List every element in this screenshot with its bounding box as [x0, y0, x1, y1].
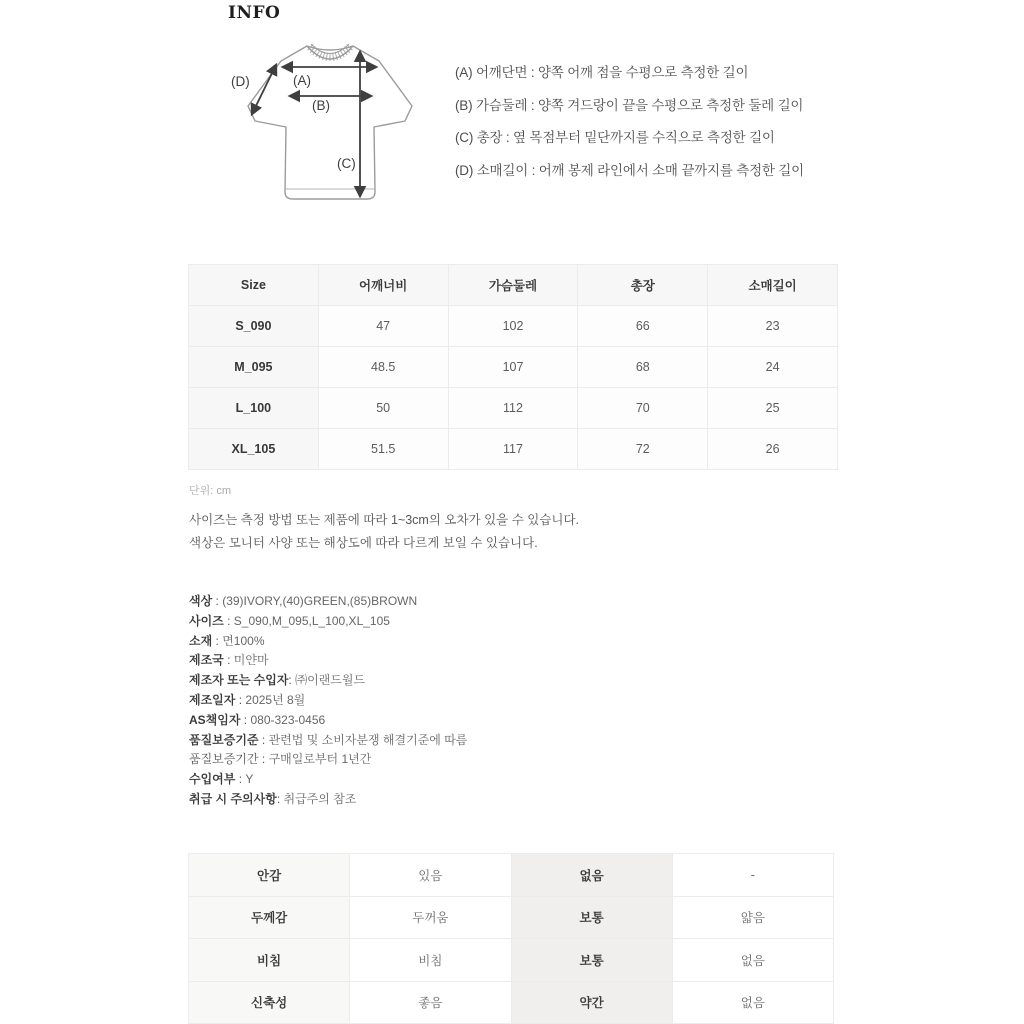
label-c: (C) [337, 156, 356, 171]
size-value-cell: 50 [318, 388, 448, 429]
detail-separator: : [235, 692, 246, 707]
detail-separator: : [212, 633, 223, 648]
size-table-row [189, 347, 838, 388]
size-table-row [189, 388, 838, 429]
detail-label: 품질보증기준 [189, 732, 259, 747]
measurement-desc-line: (B) 가슴둘레 : 양쪽 겨드랑이 끝을 수평으로 측정한 둘레 길이 [455, 97, 804, 113]
size-table-header-cell: 총장 [578, 265, 708, 306]
attribute-option-cell: - [672, 854, 833, 897]
size-value-cell: 112 [448, 388, 578, 429]
tshirt-measurement-diagram [225, 30, 425, 230]
detail-row [189, 691, 467, 711]
measurement-desc-line: (C) 총장 : 옆 목점부터 밑단까지를 수직으로 측정한 길이 [455, 130, 775, 145]
size-table [188, 264, 838, 470]
detail-separator: : [258, 732, 269, 747]
label-a: (A) [293, 73, 311, 88]
size-value-cell: 24 [708, 347, 838, 388]
size-value-cell: 51.5 [318, 429, 448, 470]
attribute-selected-cell: 약간 [511, 981, 672, 1024]
size-table-row [189, 429, 838, 470]
size-value-cell: 117 [448, 429, 578, 470]
detail-value: 080-323-0456 [250, 712, 326, 727]
detail-value: 관련법 및 소비자분쟁 해결기준에 따름 [268, 732, 468, 747]
detail-row [189, 612, 467, 632]
unit-note: 단위: cm [189, 485, 232, 497]
size-value-cell: 72 [578, 429, 708, 470]
size-value-cell: 102 [448, 306, 578, 347]
detail-value: S_090,M_095,L_100,XL_105 [233, 613, 390, 628]
size-value-cell: 66 [578, 306, 708, 347]
attribute-option-cell: 없음 [672, 939, 833, 982]
size-value-cell: 25 [708, 388, 838, 429]
size-value-cell: 48.5 [318, 347, 448, 388]
size-value-cell: 70 [578, 388, 708, 429]
attribute-row [189, 939, 834, 982]
detail-row [189, 651, 467, 671]
detail-row [189, 632, 467, 652]
detail-label: 제조자 또는 수입자 [189, 673, 289, 688]
note-line: 사이즈는 측정 방법 또는 제품에 따라 1~3cm의 오차가 있을 수 있습니다. [189, 513, 580, 527]
detail-label: 제조국 [189, 653, 224, 668]
size-row-label: L_100 [189, 388, 319, 429]
size-table-row [189, 306, 838, 347]
detail-separator: : [258, 752, 269, 767]
detail-label: 색상 [189, 594, 213, 608]
detail-label: 수입여부 [189, 772, 236, 787]
detail-row [189, 711, 467, 731]
detail-label: 품질보증기간 [189, 752, 259, 767]
size-table-header-cell: Size [189, 265, 319, 306]
detail-value: ㈜이랜드월드 [295, 673, 366, 688]
page-title: INFO [228, 3, 281, 23]
attribute-option-cell: 있음 [350, 854, 511, 897]
attribute-selected-cell: 없음 [511, 854, 672, 897]
detail-label: 소재 [189, 633, 213, 648]
attribute-row [189, 896, 834, 939]
size-notes [189, 509, 579, 555]
size-table-header-row [189, 265, 838, 306]
attribute-label-cell: 신축성 [189, 981, 350, 1024]
size-value-cell: 107 [448, 347, 578, 388]
detail-value: 구매일로부터 1년간 [268, 752, 372, 767]
size-value-cell: 47 [318, 306, 448, 347]
detail-value: Y [245, 772, 254, 787]
measurement-desc-line: (D) 소매길이 : 어깨 봉제 라인에서 소매 끝까지를 측정한 길이 [455, 162, 804, 178]
detail-separator: : [240, 712, 251, 727]
attribute-label-cell: 비침 [189, 939, 350, 982]
size-row-label: M_095 [189, 347, 319, 388]
detail-separator: : [223, 613, 234, 628]
detail-row [189, 592, 467, 612]
detail-separator: : [235, 772, 246, 787]
attribute-table [188, 853, 834, 1024]
size-row-label: S_090 [189, 306, 319, 347]
attribute-label-cell: 두께감 [189, 896, 350, 939]
tshirt-outline-icon [248, 46, 412, 199]
detail-separator: : [276, 791, 284, 806]
label-d: (D) [231, 74, 250, 89]
size-value-cell: 23 [708, 306, 838, 347]
product-details [189, 592, 467, 810]
measurement-desc-line: (A) 어깨단면 : 양쪽 어깨 점을 수평으로 측정한 길이 [455, 65, 749, 80]
size-row-label: XL_105 [189, 429, 319, 470]
detail-row [189, 731, 467, 751]
attribute-row [189, 854, 834, 897]
detail-row [189, 790, 467, 810]
attribute-option-cell: 비침 [350, 939, 511, 982]
detail-label: AS책임자 [189, 712, 241, 727]
detail-separator: : [288, 673, 296, 688]
size-table-header-cell: 소매길이 [708, 265, 838, 306]
attribute-selected-cell: 보통 [511, 896, 672, 939]
label-b: (B) [312, 98, 330, 113]
detail-value: (39)IVORY,(40)GREEN,(85)BROWN [222, 594, 418, 608]
detail-label: 취급 시 주의사항 [189, 791, 277, 806]
detail-label: 제조일자 [189, 692, 236, 707]
attribute-option-cell: 좋음 [350, 981, 511, 1024]
detail-separator: : [223, 653, 234, 668]
detail-value: 2025년 8월 [245, 692, 306, 707]
size-value-cell: 68 [578, 347, 708, 388]
detail-row [189, 671, 467, 691]
attribute-option-cell: 두꺼움 [350, 896, 511, 939]
size-table-header-cell: 가슴둘레 [448, 265, 578, 306]
attribute-option-cell: 없음 [672, 981, 833, 1024]
size-value-cell: 26 [708, 429, 838, 470]
measurement-descriptions [455, 57, 804, 187]
detail-row [189, 750, 467, 770]
attribute-option-cell: 얇음 [672, 896, 833, 939]
detail-separator: : [212, 594, 223, 608]
detail-value: 미얀마 [233, 653, 269, 668]
detail-value: 면100% [222, 633, 265, 648]
attribute-row [189, 981, 834, 1024]
detail-label: 사이즈 [189, 613, 224, 628]
note-line: 색상은 모니터 사양 또는 해상도에 따라 다르게 보일 수 있습니다. [189, 536, 538, 550]
attribute-selected-cell: 보통 [511, 939, 672, 982]
detail-value: 취급주의 참조 [283, 791, 357, 806]
detail-row [189, 770, 467, 790]
attribute-label-cell: 안감 [189, 854, 350, 897]
size-table-header-cell: 어깨너비 [318, 265, 448, 306]
